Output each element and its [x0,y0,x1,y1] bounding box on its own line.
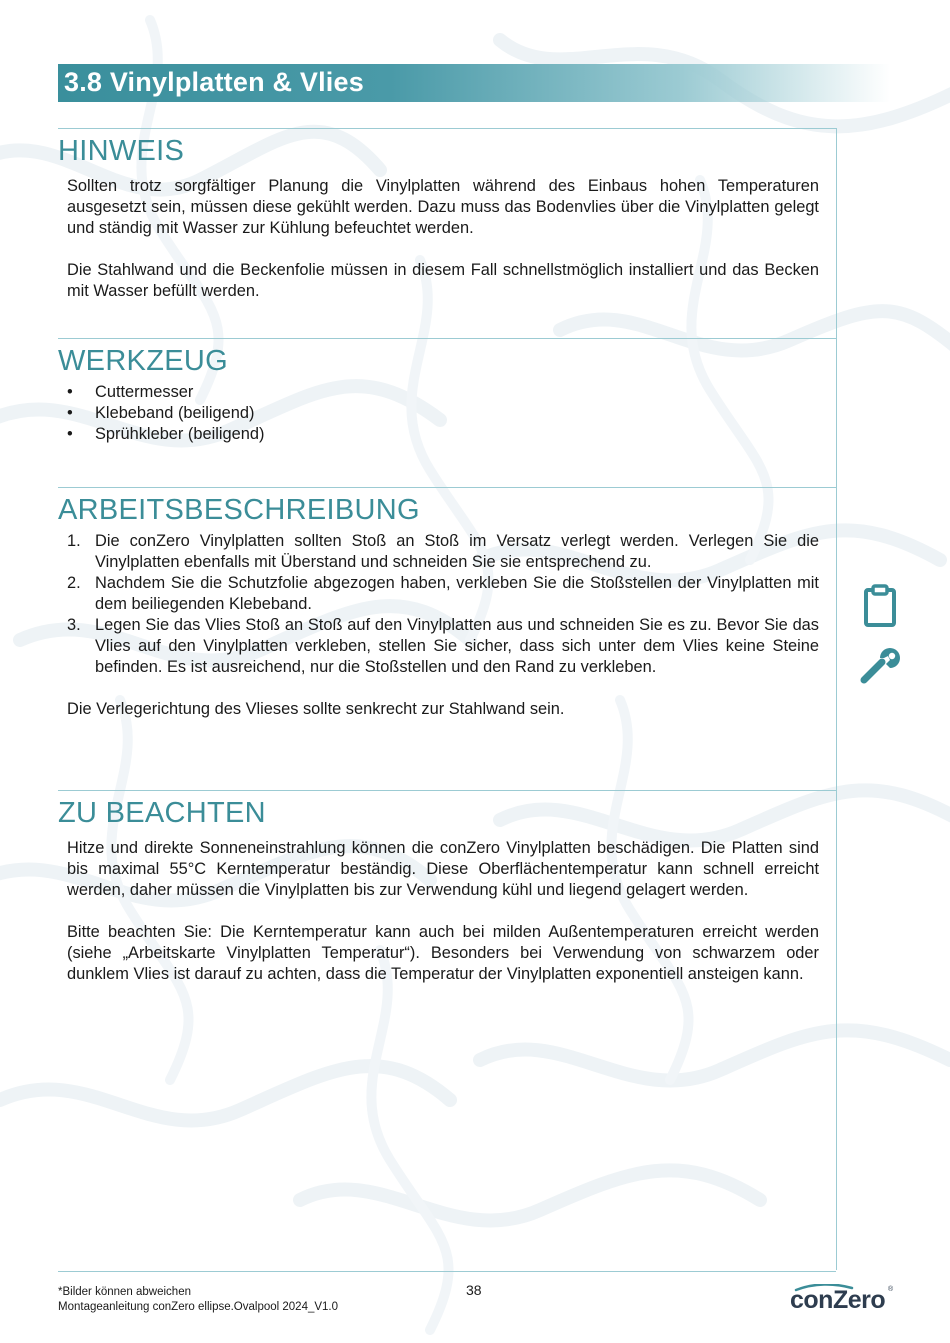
registered-mark: ® [888,1286,894,1293]
logo-wordmark: conZero [790,1286,886,1314]
hinweis-heading: HINWEIS [58,135,185,167]
page-number: 38 [466,1282,482,1298]
tool-list-item [67,382,836,403]
tool-name: Cuttermesser [95,383,194,401]
tool-name: Sprühkleber (beiligend) [95,425,265,443]
zu-beachten-paragraph: Hitze und direkte Sonneneinstrahlung können die conZero Vinylplatten beschädigen. Die Platten sind bis maximal 55°C Kerntemperatur beständig. Diese Oberflächentemperatur kann schnell erreicht werden, daher müssen die Vinylplatten bis zur Verwendung kühl und liegend gelagert werden. [67,839,819,899]
step-item [67,531,819,573]
section-divider [58,338,836,339]
step-text: Nachdem Sie die Schutzfolie abgezogen haben, verkleben Sie die Stoßstellen der Vinylplatten mit dem beiliegenden Klebeband. [95,574,819,613]
tool-list [67,382,836,445]
conzero-logo [790,1282,894,1315]
step-number: 2. [67,574,81,592]
document-name: Montageanleitung conZero ellipse.Ovalpool 2024_V1.0 [58,1301,339,1313]
bullet-marker: • [67,425,73,443]
tool-name: Klebeband (beiligend) [95,404,255,422]
image-disclaimer: *Bilder können abweichen [58,1286,191,1298]
step-item [67,573,819,615]
wrench-icon [858,644,904,686]
footer-divider [58,1271,836,1272]
step-text: Die conZero Vinylplatten sollten Stoß an Stoß im Versatz verlegt werden. Verlegen Sie die Vinylplatten ebenfalls mit Überstand und schneiden Sie sie entsprechend zu. [95,532,819,571]
page-title: 3.8 Vinylplatten & Vlies [64,67,364,97]
hinweis-paragraph: Die Stahlwand und die Beckenfolie müssen in diesem Fall schnellstmöglich installiert und das Becken mit Wasser befüllt werden. [67,261,819,300]
section-divider [58,487,836,488]
section-divider [58,128,836,129]
zu-beachten-heading: ZU BEACHTEN [58,797,266,829]
section-divider [58,790,836,791]
werkzeug-heading: WERKZEUG [58,345,228,377]
bullet-marker: • [67,404,73,422]
step-text: Legen Sie das Vlies Stoß an Stoß auf den Vinylplatten aus und schneiden Sie es zu. Bevor Sie das Vlies auf den Vinylplatten verkleben, stellen Sie sicher, dass sich unter dem Vlies keine Steine befinden. Es ist ausreichend, nur die Stoßstellen und den Rand zu verkleben. [95,616,819,676]
zu-beachten-paragraph: Bitte beachten Sie: Die Kerntemperatur kann auch bei milden Außentemperaturen erreicht werden (siehe „Arbeitskarte Vinylplatten Temperatur“). Besonders bei Verwendung von schwarzem oder dunklem Vlies ist darauf zu achten, dass die Temperatur der Vinylplatten exponentiell ansteigen kann. [67,923,819,983]
step-number: 1. [67,532,81,550]
section-title-bar [58,64,890,102]
laying-direction-note: Die Verlegerichtung des Vlieses sollte senkrecht zur Stahlwand sein. [67,700,565,718]
bullet-marker: • [67,383,73,401]
hinweis-paragraph: Sollten trotz sorgfältiger Planung die Vinylplatten während des Einbaus hohen Temperaturen ausgesetzt sein, müssen diese gekühlt werden. Dazu muss das Bodenvlies über die Vinylplatten gelegt und ständig mit Wasser zur Kühlung befeuchtet werden. [67,177,819,237]
tool-list-item [67,403,836,424]
footer-note [58,1285,338,1315]
hinweis-section [58,128,836,302]
arbeitsbeschreibung-heading: ARBEITSBESCHREIBUNG [58,494,420,526]
step-list [67,531,819,678]
step-item [67,615,819,678]
logo-swoosh [794,1284,854,1292]
clipboard-icon [858,584,900,628]
step-number: 3. [67,616,81,634]
tool-list-item [67,424,836,445]
right-divider [836,128,837,1270]
werkzeug-section [58,338,836,445]
arbeitsbeschreibung-section [58,487,836,720]
zu-beachten-section [58,790,836,985]
